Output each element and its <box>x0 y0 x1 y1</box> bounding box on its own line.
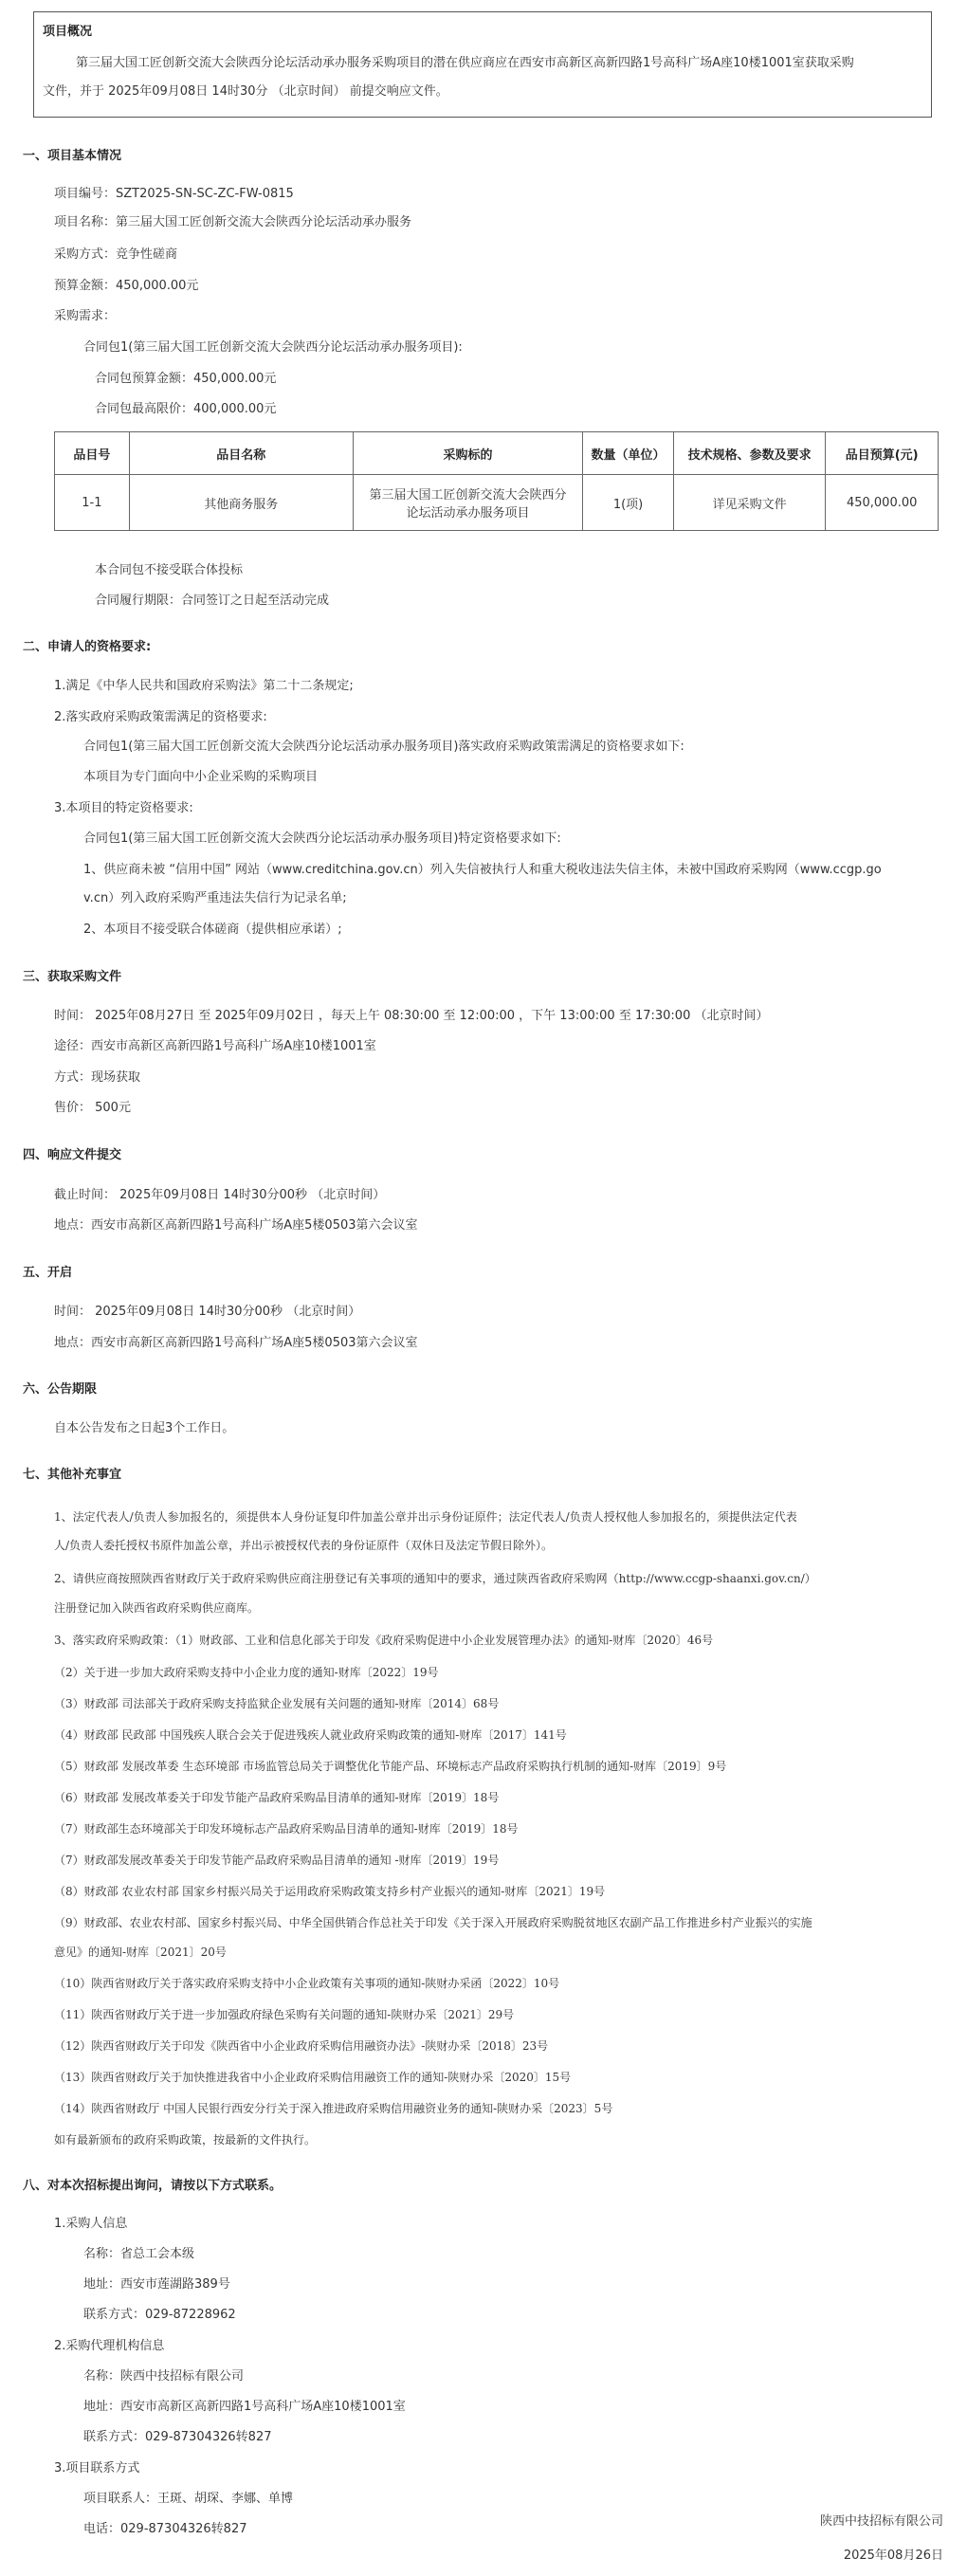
qualification-3a: 合同包1(第三届大国工匠创新交流大会陕西分论坛活动承办服务项目)特定资格要求如下: <box>83 831 561 846</box>
policy-12: （12）陕西省财政厅关于印发《陕西省中小企业政府采购信用融资办法》-陕财办采〔2018〕23号 <box>54 2039 549 2053</box>
cell-spec: 详见采购文件 <box>673 475 826 531</box>
overview-title: 项目概况 <box>43 25 93 39</box>
section-5-heading: 五、开启 <box>23 1266 73 1280</box>
supplement-2-line2: 注册登记加入陕西省政府采购供应商库。 <box>54 1601 260 1615</box>
policy-8: （8）财政部 农业农村部 国家乡村振兴局关于运用政府采购政策支持乡村产业振兴的通知-财库〔2021〕19号 <box>54 1885 606 1898</box>
cell-quantity: 1(项) <box>583 475 674 531</box>
policy-3: （3）财政部 司法部关于政府采购支持监狱企业发展有关问题的通知-财库〔2014〕68号 <box>54 1697 500 1710</box>
project-name: 项目名称：第三届大国工匠创新交流大会陕西分论坛活动承办服务 <box>54 215 412 229</box>
cell-item-budget: 450,000.00 <box>826 475 939 531</box>
agent-phone: 联系方式：029-87304326转827 <box>83 2430 272 2444</box>
obtain-time: 时间： 2025年08月27日 至 2025年09月02日 ，每天上午 08:30:00 至 12:00:00 ，下午 13:00:00 至 17:30:00 （北京时间） <box>54 1009 769 1023</box>
obtain-price: 售价： 500元 <box>54 1101 131 1115</box>
footer-date: 2025年08月26日 <box>843 2549 943 2563</box>
table-row <box>55 475 939 531</box>
contract-period: 合同履行期限：合同签订之日起至活动完成 <box>95 594 330 608</box>
lot-title: 合同包1(第三届大国工匠创新交流大会陕西分论坛活动承办服务项目): <box>83 340 463 355</box>
policy-2: （2）关于进一步加大政府采购支持中小企业力度的通知-财库〔2022〕19号 <box>54 1666 439 1679</box>
buyer-name: 名称：省总工会本级 <box>83 2247 195 2261</box>
col-item-name: 品目名称 <box>129 432 353 475</box>
notice-period: 自本公告发布之日起3个工作日。 <box>54 1421 235 1435</box>
section-7-heading: 七、其他补充事宜 <box>23 1468 122 1482</box>
cell-target-line2: 论坛活动承办服务项目 <box>406 506 530 521</box>
table-header-row <box>55 432 939 475</box>
overview-text-line1: 第三届大国工匠创新交流大会陕西分论坛活动承办服务采购项目的潜在供应商应在西安市高新区高新四路1号高科广场A座10楼1001室获取采购 <box>76 56 854 70</box>
no-consortium-note: 本合同包不接受联合体投标 <box>95 563 244 577</box>
policy-13: （13）陕西省财政厅关于加快推进我省中小企业政府采购信用融资工作的通知-陕财办采〔2020〕15号 <box>54 2071 572 2084</box>
supplement-1-line1: 1、法定代表人/负责人参加报名的，须提供本人身份证复印件加盖公章并出示身份证原件；法定代表人/负责人授权他人参加报名的，须提供法定代表 <box>54 1510 797 1524</box>
section-6-heading: 六、公告期限 <box>23 1382 98 1397</box>
policy-4: （4）财政部 民政部 中国残疾人联合会关于促进残疾人就业政府采购政策的通知-财库〔2017〕141号 <box>54 1728 567 1742</box>
cell-target-line1: 第三届大国工匠创新交流大会陕西分 <box>369 488 567 502</box>
procurement-method: 采购方式：竞争性磋商 <box>54 247 178 262</box>
overview-text-line2: 文件，并于 2025年09月08日 14时30分 （北京时间） 前提交响应文件。 <box>43 84 448 99</box>
section-3-heading: 三、获取采购文件 <box>23 970 122 984</box>
qualification-3: 3.本项目的特定资格要求: <box>54 801 193 815</box>
agent-address: 地址：西安市高新区高新四路1号高科广场A座10楼1001室 <box>83 2400 406 2414</box>
supplement-1-line2: 人/负责人委托授权书原件加盖公章，并出示被授权代表的身份证原件（双休日及法定节假日除外）。 <box>54 1539 554 1552</box>
buyer-phone: 联系方式：029-87228962 <box>83 2308 236 2322</box>
project-number: 项目编号：SZT2025-SN-SC-ZC-FW-0815 <box>54 187 294 201</box>
contact-phone: 电话：029-87304326转827 <box>83 2522 247 2536</box>
section-1-heading: 一、项目基本情况 <box>23 149 122 163</box>
buyer-address: 地址：西安市莲湖路389号 <box>83 2277 230 2292</box>
agent-label: 2.采购代理机构信息 <box>54 2339 165 2353</box>
obtain-route: 途径：西安市高新区高新四路1号高科广场A座10楼1001室 <box>54 1039 376 1053</box>
items-table <box>54 431 939 531</box>
col-quantity: 数量（单位） <box>583 432 674 475</box>
policy-9-line1: （9）财政部、农业农村部、国家乡村振兴局、中华全国供销合作总社关于印发《关于深入开展政府采购脱贫地区农副产品工作推进乡村产业振兴的实施 <box>54 1916 812 1929</box>
cell-item-name: 其他商务服务 <box>129 475 353 531</box>
budget-amount: 预算金额：450,000.00元 <box>54 279 199 293</box>
section-8-heading: 八、对本次招标提出询问，请按以下方式联系。 <box>23 2179 283 2193</box>
policy-1: 3、落实政府采购政策：（1）财政部、工业和信息化部关于印发《政府采购促进中小企业发展管理办法》的通知-财库〔2020〕46号 <box>54 1634 714 1647</box>
qualification-3c: 2、本项目不接受联合体磋商（提供相应承诺）; <box>83 923 342 937</box>
contact-label: 3.项目联系方式 <box>54 2461 140 2476</box>
supplement-2-line1: 2、请供应商按照陕西省财政厅关于政府采购供应商注册登记有关事项的通知中的要求，通过陕西省政府采购网（http://www.ccgp-shaanxi.gov.cn/） <box>54 1572 816 1585</box>
cell-item-no: 1-1 <box>55 475 130 531</box>
policy-10: （10）陕西省财政厅关于落实政府采购支持中小企业政策有关事项的通知-陕财办采函〔2022〕10号 <box>54 1977 560 1990</box>
policy-7: （7）财政部生态环境部关于印发环境标志产品政府采购品目清单的通知-财库〔2019〕18号 <box>54 1822 519 1836</box>
cell-target <box>353 475 582 531</box>
qualification-2a: 合同包1(第三届大国工匠创新交流大会陕西分论坛活动承办服务项目)落实政府采购政策需满足的资格要求如下: <box>83 740 684 754</box>
lot-budget: 合同包预算金额：450,000.00元 <box>95 372 277 386</box>
submit-place: 地点：西安市高新区高新四路1号高科广场A座5楼0503第六会议室 <box>54 1218 418 1233</box>
policy-11: （11）陕西省财政厅关于进一步加强政府绿色采购有关问题的通知-陕财办采〔2021〕29号 <box>54 2008 515 2021</box>
qualification-1: 1.满足《中华人民共和国政府采购法》第二十二条规定; <box>54 679 354 693</box>
qualification-3b-line2: v.cn）列入政府采购严重违法失信行为记录名单; <box>83 891 347 905</box>
obtain-mode: 方式：现场获取 <box>54 1070 141 1085</box>
opening-place: 地点：西安市高新区高新四路1号高科广场A座5楼0503第六会议室 <box>54 1336 418 1350</box>
opening-time: 时间： 2025年09月08日 14时30分00秒 （北京时间） <box>54 1305 361 1319</box>
qualification-2: 2.落实政府采购政策需满足的资格要求: <box>54 710 267 724</box>
col-item-no: 品目号 <box>55 432 130 475</box>
col-target: 采购标的 <box>353 432 582 475</box>
buyer-label: 1.采购人信息 <box>54 2217 128 2231</box>
col-spec: 技术规格、参数及要求 <box>673 432 826 475</box>
policy-6: （6）财政部 发展改革委关于印发节能产品政府采购品目清单的通知-财库〔2019〕18号 <box>54 1791 500 1804</box>
section-2-heading: 二、申请人的资格要求: <box>23 640 152 654</box>
policy-5: （5）财政部 发展改革委 生态环境部 市场监管总局关于调整优化节能产品、环境标志产品政府采购执行机制的通知-财库〔2019〕9号 <box>54 1760 727 1773</box>
footer-organization: 陕西中技招标有限公司 <box>819 2514 943 2529</box>
contact-people: 项目联系人：王斑、胡琛、李娜、单博 <box>83 2492 294 2506</box>
lot-max-price: 合同包最高限价：400,000.00元 <box>95 402 277 416</box>
agent-name: 名称：陕西中技招标有限公司 <box>83 2369 245 2384</box>
policy-7b: （7）财政部发展改革委关于印发节能产品政府采购品目清单的通知 -财库〔2019〕19号 <box>54 1854 500 1867</box>
policy-9-line2: 意见》的通知-财库〔2021〕20号 <box>54 1946 227 1959</box>
policy-14: （14）陕西省财政厅 中国人民银行西安分行关于深入推进政府采购信用融资业务的通知-陕财办采〔2023〕5号 <box>54 2102 613 2115</box>
section-4-heading: 四、响应文件提交 <box>23 1148 122 1162</box>
submit-deadline: 截止时间： 2025年09月08日 14时30分00秒 （北京时间） <box>54 1188 386 1202</box>
qualification-2b: 本项目为专门面向中小企业采购的采购项目 <box>83 770 319 784</box>
col-item-budget: 品目预算(元) <box>826 432 939 475</box>
policy-tail: 如有最新颁布的政府采购政策，按最新的文件执行。 <box>54 2133 317 2147</box>
qualification-3b-line1: 1、供应商未被 “信用中国” 网站（www.creditchina.gov.cn）列入失信被执行人和重大税收违法失信主体，未被中国政府采购网（www.ccgp.go <box>83 863 882 877</box>
demand-label: 采购需求： <box>54 309 117 323</box>
